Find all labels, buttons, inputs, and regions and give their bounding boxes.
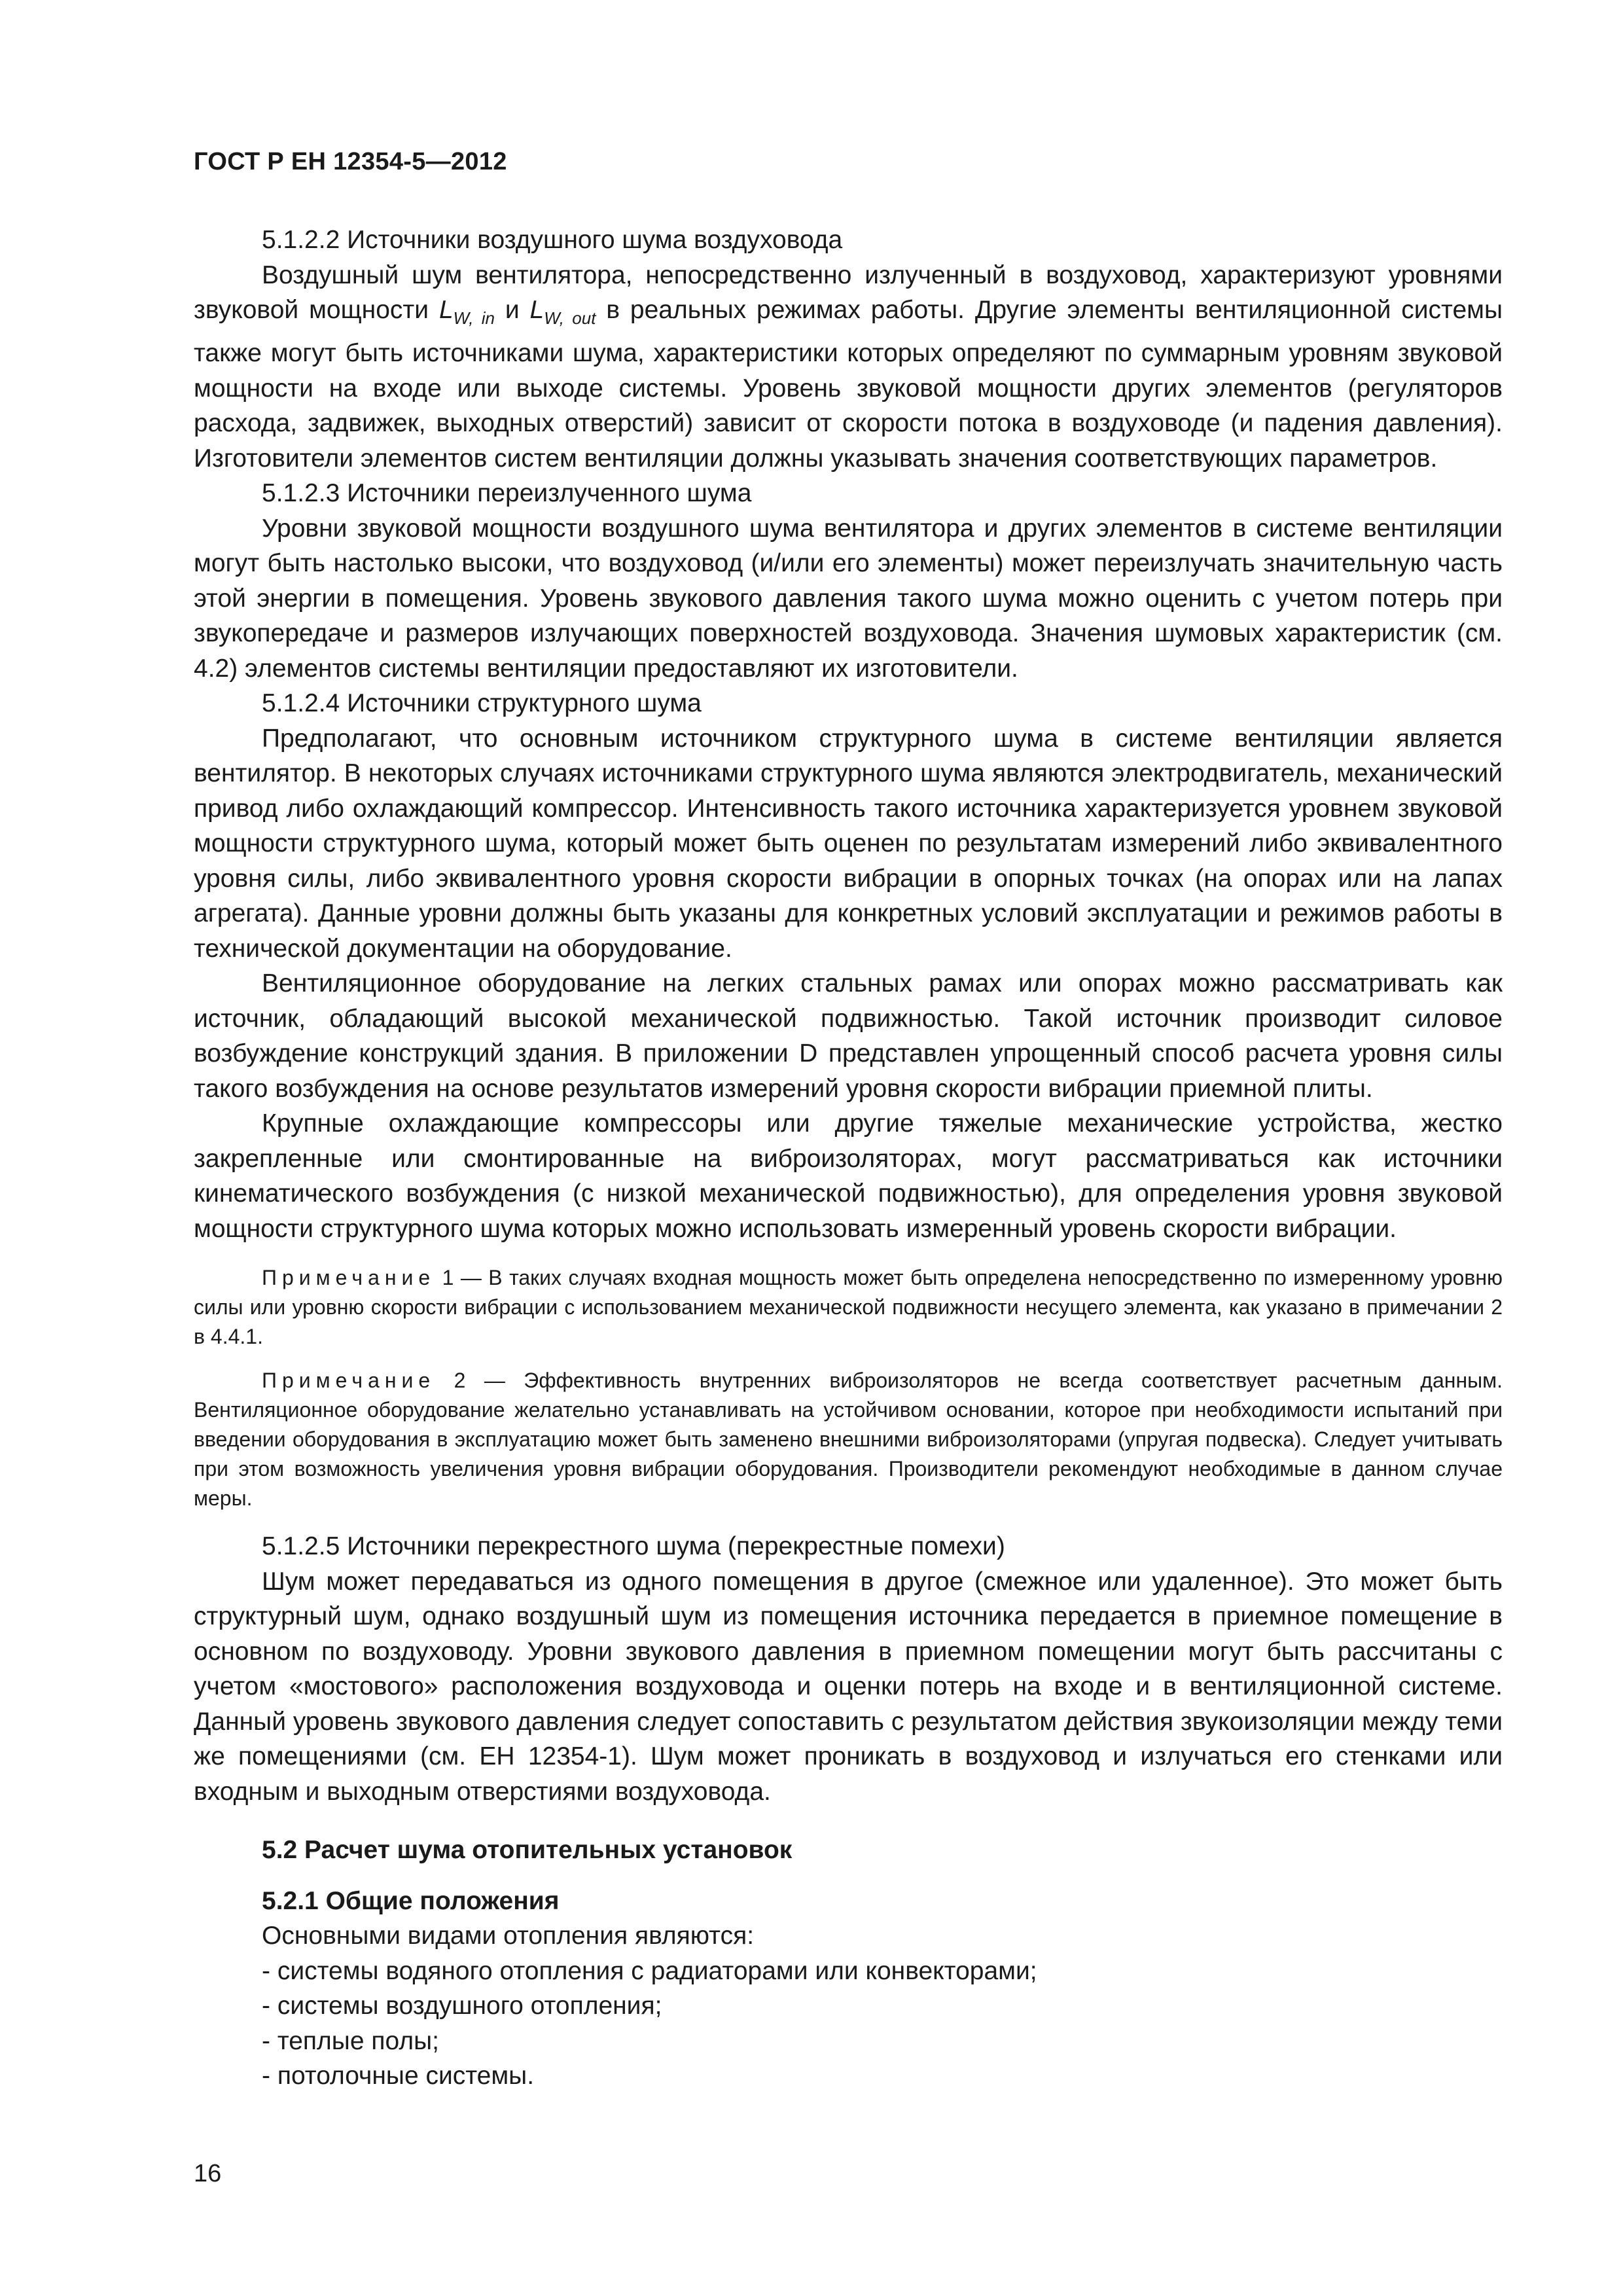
formula-symbol: $L_{W, in}$ [438, 296, 495, 328]
section-5-2-1-intro: Основными видами отопления являются: [262, 1922, 755, 1950]
paragraph-text: Воздушный шум вентилятора, непосредственно излученный в воздуховод, характеризуют уровнями звуковой мощности [194, 260, 1503, 324]
list-item: - теплые полы; [262, 2026, 439, 2055]
note-text: 1 — В таких случаях входная мощность может быть определена непосредственно по измеренному уровню силы или уровню скорости вибрации с использованием механической подвижности несущего элемента, как указано в примечании 2 в 4.4.1. [194, 1266, 1503, 1349]
list-item: - системы водяного отопления с радиаторами или конвекторами; [262, 1956, 1037, 1985]
document-code-header: ГОСТ Р ЕН 12354-5—2012 [194, 148, 507, 175]
note-2 [194, 1366, 1503, 1513]
document-body [194, 223, 1503, 2094]
note-text: 2 — Эффективность внутренних виброизоляторов не всегда соответствует расчетным данным. Вентиляционное оборудование желательно устанавливать на устойчивом основании, которое при необходимости испытаний при введении оборудования в эксплуатацию может быть заменено внешними виброизоляторами (упругая подвеска). Следует учитывать при этом возможность увеличения уровня вибрации оборудования. Производители рекомендуют необходимые в данном случае меры. [194, 1369, 1503, 1511]
section-5-1-2-2-paragraph [194, 258, 1503, 476]
section-5-1-2-3-title: 5.1.2.3 Источники переизлученного шума [262, 479, 752, 508]
note-label: Примечание [262, 1266, 436, 1290]
list-item: - системы воздушного отопления; [262, 1992, 662, 2020]
conjunction-text: и [494, 296, 530, 324]
formula-symbol: $L_{W, out}$ [529, 296, 596, 328]
section-5-1-2-4-paragraph-3: Крупные охлаждающие компрессоры или другие тяжелые механические устройства, жестко закрепленные или смонтированные на виброизоляторах, могут рассматриваться как источники кинематического возбуждения (с низкой механической подвижностью), для определения уровня звуковой мощности структурного шума которых можно использовать измеренный уровень скорости вибрации. [194, 1109, 1503, 1243]
note-label: Примечание [262, 1369, 436, 1393]
section-5-1-2-4-paragraph-2: Вентиляционное оборудование на легких стальных рамах или опорах можно рассматривать как источник, обладающий высокой механической подвижностью. Такой источник производит силовое возбуждение конструкций здания. В приложении D представлен упрощенный способ расчета уровня силы такого возбуждения на основе результатов измерений уровня скорости вибрации приемной плиты. [194, 969, 1503, 1103]
section-5-2-heading: 5.2 Расчет шума отопительных установок [262, 1836, 793, 1865]
note-1 [194, 1263, 1503, 1352]
paragraph-text: в реальных режимах работы. Другие элементы вентиляционной системы также могут быть источниками шума, характеристики которых определяют по суммарным уровням звуковой мощности на входе или выходе системы. Уровень звуковой мощности других элементов (регуляторов расхода, задвижек, выходных отверстий) зависит от скорости потока в воздуховоде (и падения давления). Изготовители элементов систем вентиляции должны указывать значения соответствующих параметров. [194, 296, 1503, 473]
section-5-1-2-4-title: 5.1.2.4 Источники структурного шума [262, 689, 702, 718]
section-5-1-2-4-paragraph-1: Предполагают, что основным источником структурного шума в системе вентиляции является вентилятор. В некоторых случаях источниками структурного шума являются электродвигатель, механический привод либо охлаждающий компрессор. Интенсивность такого источника характеризуется уровнем звуковой мощности структурного шума, который может быть оценен по результатам измерений либо эквивалентного уровня силы, либо эквивалентного уровня скорости вибрации в опорных точках (на опорах или на лапах агрегата). Данные уровни должны быть указаны для конкретных условий эксплуатации и режимов работы в технической документации на оборудование. [194, 724, 1503, 963]
section-5-1-2-5-title: 5.1.2.5 Источники перекрестного шума (перекрестные помехи) [262, 1532, 1005, 1561]
section-5-2-1-heading: 5.2.1 Общие положения [262, 1886, 560, 1915]
list-item: - потолочные системы. [262, 2062, 535, 2090]
section-5-1-2-5-paragraph: Шум может передаваться из одного помещения в другое (смежное или удаленное). Это может быть структурный шум, однако воздушный шум из помещения источника передается в приемное помещение в основном по воздуховоду. Уровни звукового давления в приемном помещении могут быть рассчитаны с учетом «мостового» расположения воздуховода и оценки потерь на входе и в вентиляционной системе. Данный уровень звукового давления следует сопоставить с результатом действия звукоизоляции между теми же помещениями (см. ЕН 12354-1). Шум может проникать в воздуховод и излучаться его стенками или входным и выходным отверстиями воздуховода. [194, 1567, 1503, 1806]
page-number: 16 [194, 2160, 222, 2187]
section-5-1-2-2-title: 5.1.2.2 Источники воздушного шума воздуховода [262, 226, 843, 254]
section-5-1-2-3-paragraph: Уровни звуковой мощности воздушного шума вентилятора и других элементов в системе вентиляции могут быть настолько высоки, что воздуховод (и/или его элементы) может переизлучать значительную часть этой энергии в помещения. Уровень звукового давления такого шума можно оценить с учетом потерь при звукопередаче и размеров излучающих поверхностей воздуховода. Значения шумовых характеристик (см. 4.2) элементов системы вентиляции предоставляют их изготовители. [194, 514, 1503, 683]
